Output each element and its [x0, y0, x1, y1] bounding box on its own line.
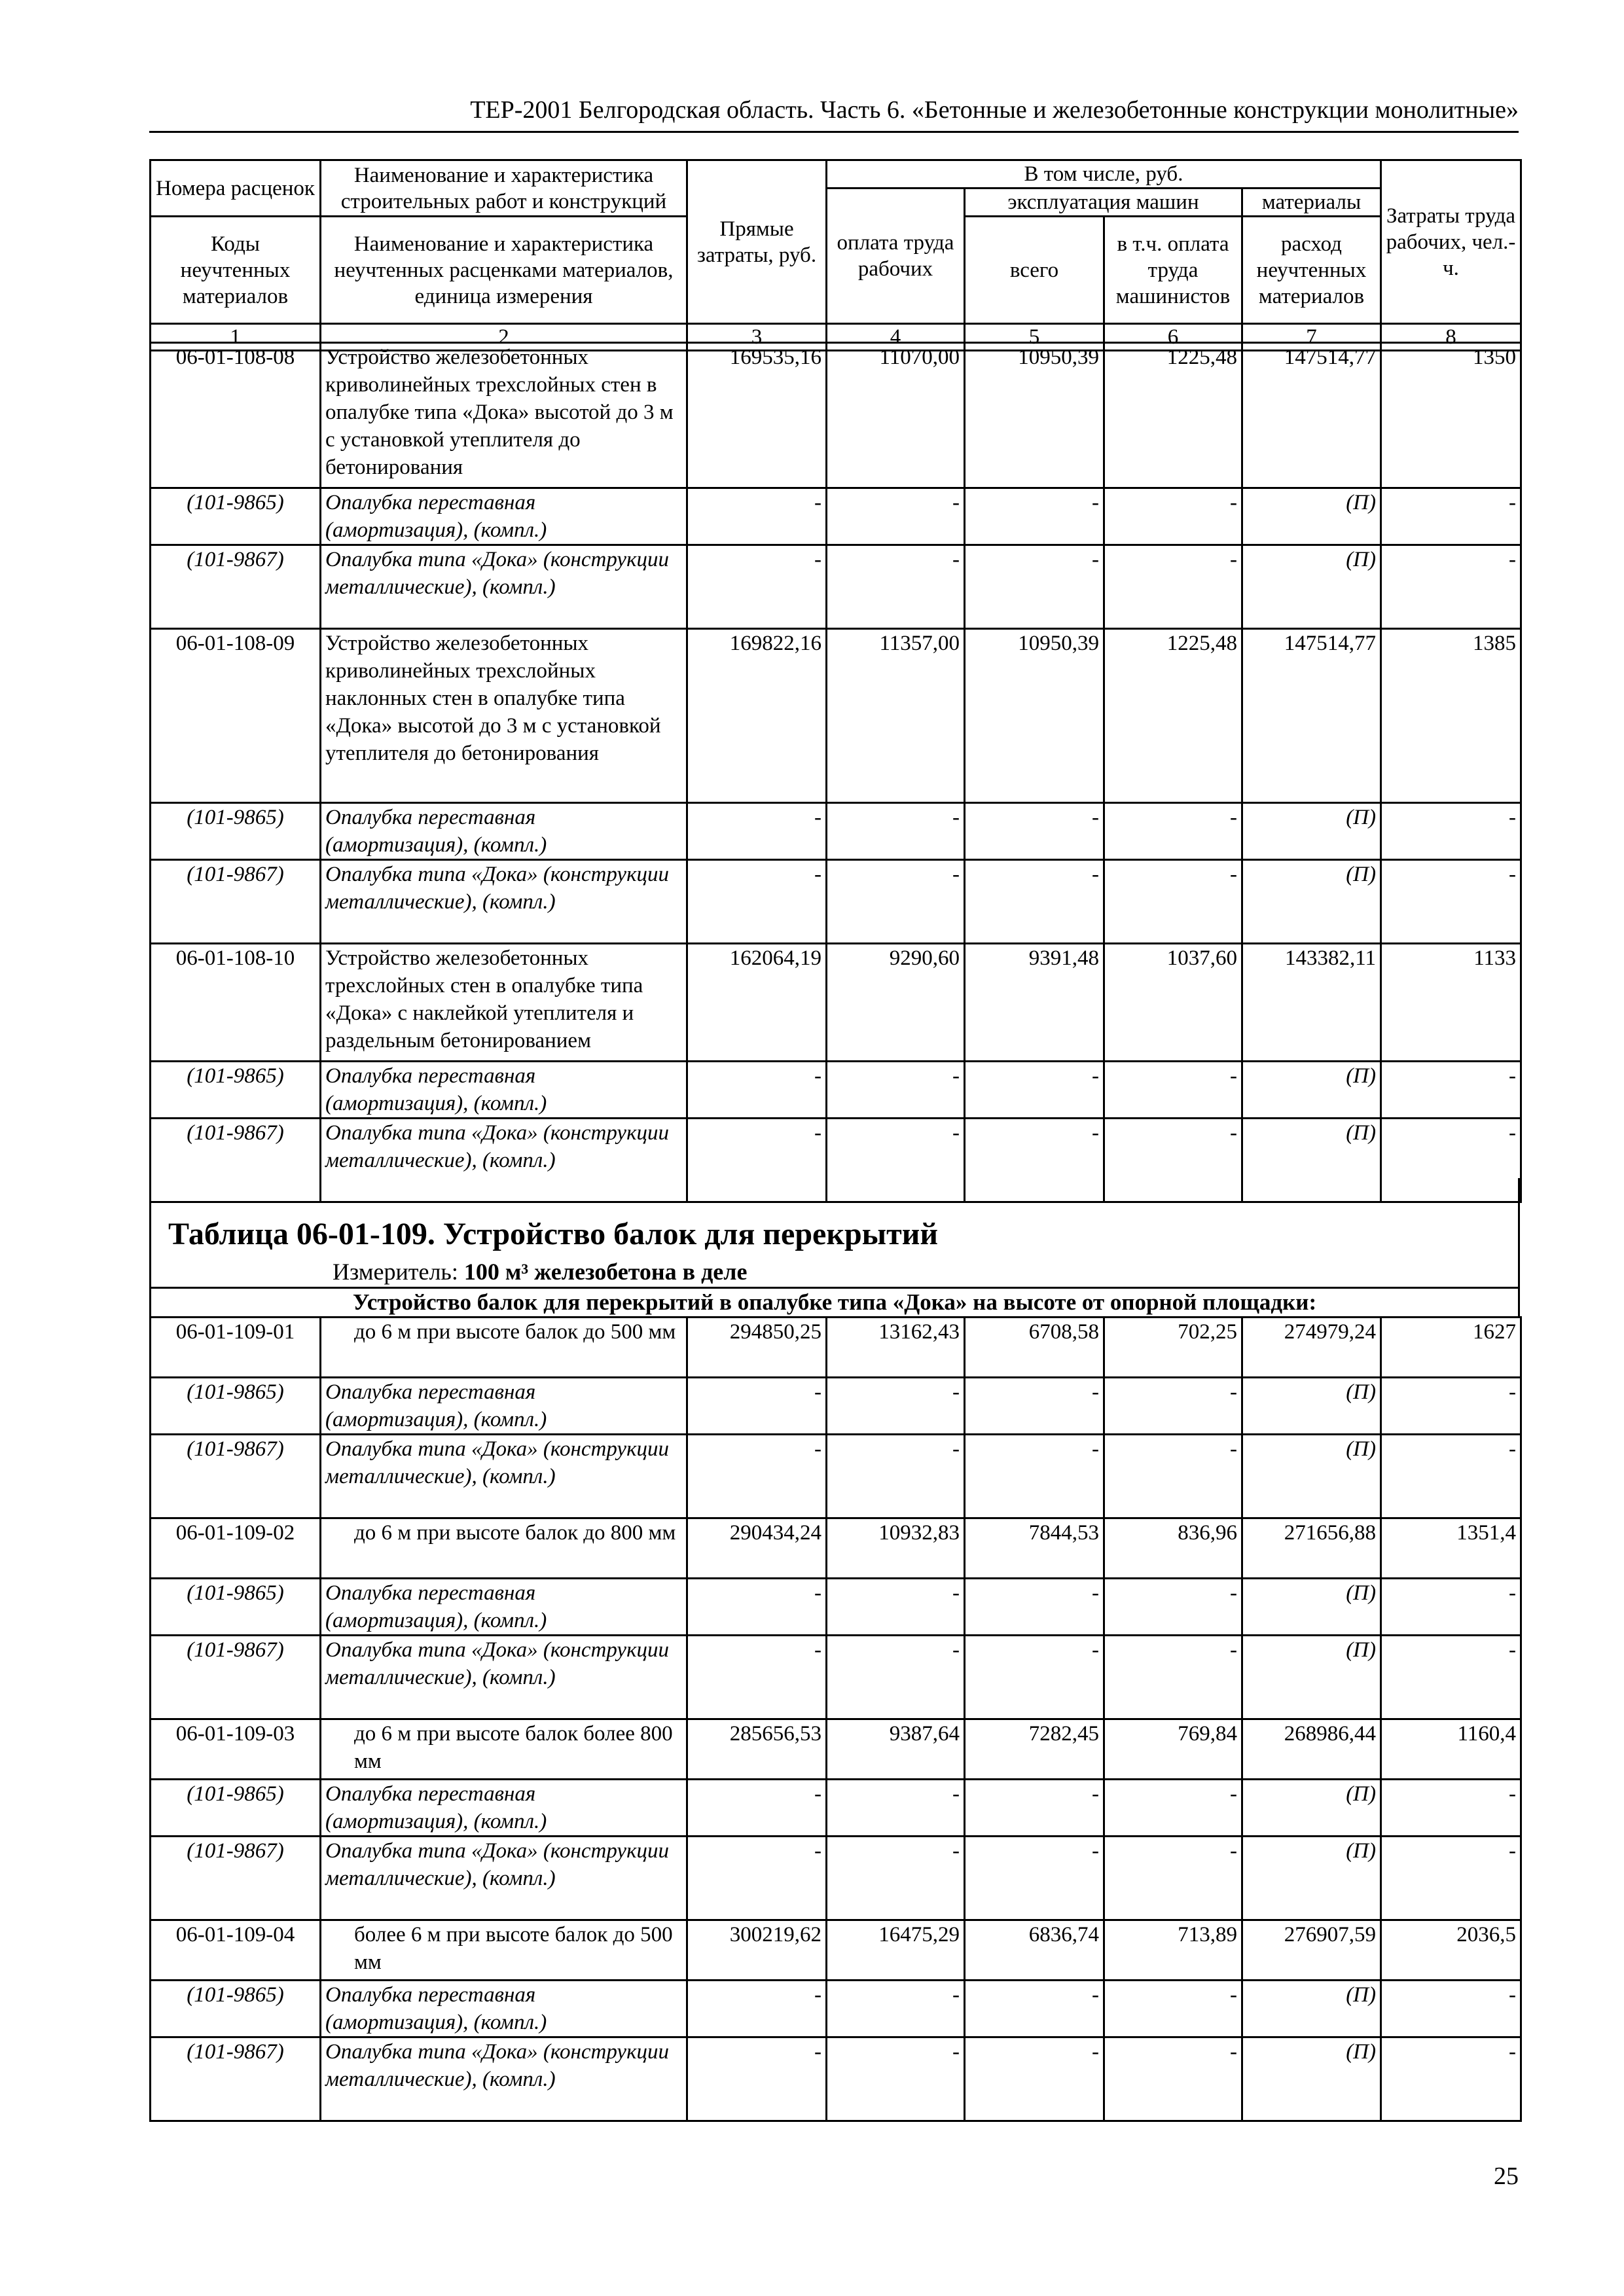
labor-cost: 10932,83	[827, 1518, 965, 1579]
dash-value: -	[827, 488, 965, 545]
materials-cost: 268986,44	[1242, 1719, 1381, 1780]
direct-cost: 169535,16	[687, 343, 827, 488]
labor-cost: 9290,60	[827, 944, 965, 1062]
direct-cost: 290434,24	[687, 1518, 827, 1579]
material-code: (101-9865)	[151, 1378, 321, 1435]
dash-value: -	[827, 1378, 965, 1435]
dash-value: -	[965, 1579, 1104, 1636]
col-materials-group-header: материалы	[1242, 188, 1381, 217]
machinists-cost: 1037,60	[1104, 944, 1242, 1062]
machinists-cost: 713,89	[1104, 1920, 1242, 1981]
material-mark: (П)	[1242, 1378, 1381, 1435]
material-name: Опалубка переставная (амортизация), (компл.)	[321, 488, 687, 545]
material-code: (101-9865)	[151, 803, 321, 860]
dash-value: -	[1381, 1062, 1521, 1119]
rate-code: 06-01-108-09	[151, 629, 321, 803]
rates-table-108	[149, 342, 1522, 1203]
dash-value: -	[827, 1636, 965, 1719]
material-code: (101-9867)	[151, 1119, 321, 1202]
material-code: (101-9865)	[151, 488, 321, 545]
material-code: (101-9867)	[151, 860, 321, 944]
column-header-table	[149, 159, 1522, 351]
dash-value: -	[1381, 1780, 1521, 1837]
material-name: Опалубка типа «Дока» (конструкции металлические), (компл.)	[321, 860, 687, 944]
col-machines-total-header: всего	[965, 217, 1104, 324]
material-name: Опалубка типа «Дока» (конструкции металлические), (компл.)	[321, 1435, 687, 1518]
dash-value: -	[1381, 1378, 1521, 1435]
col-name-header: Наименование и характеристика строительных работ и конструкций	[321, 160, 687, 217]
direct-cost: 300219,62	[687, 1920, 827, 1981]
material-name: Опалубка типа «Дока» (конструкции металлические), (компл.)	[321, 1636, 687, 1719]
dash-value: -	[687, 1119, 827, 1202]
dash-value: -	[687, 1981, 827, 2037]
machinists-cost: 836,96	[1104, 1518, 1242, 1579]
rates-table-109	[149, 1316, 1522, 2122]
col-codes-header: Номера расценок	[151, 160, 321, 217]
col-hours-header: Затраты труда рабочих, чел.-ч.	[1381, 160, 1521, 324]
col-machines-group-header: эксплуатация машин	[965, 188, 1242, 217]
material-mark: (П)	[1242, 1981, 1381, 2037]
labor-hours: 1350	[1381, 343, 1521, 488]
dash-value: -	[1104, 1579, 1242, 1636]
material-code: (101-9865)	[151, 1062, 321, 1119]
direct-cost: 294850,25	[687, 1318, 827, 1378]
labor-hours: 1160,4	[1381, 1719, 1521, 1780]
dash-value: -	[965, 1636, 1104, 1719]
material-name: Опалубка типа «Дока» (конструкции металлические), (компл.)	[321, 1837, 687, 1920]
dash-value: -	[827, 1579, 965, 1636]
labor-hours: 1133	[1381, 944, 1521, 1062]
measure-line	[333, 1255, 747, 1288]
machines-cost: 10950,39	[965, 629, 1104, 803]
dash-value: -	[1104, 1062, 1242, 1119]
material-name: Опалубка переставная (амортизация), (компл.)	[321, 1981, 687, 2037]
dash-value: -	[687, 2037, 827, 2121]
dash-value: -	[827, 545, 965, 629]
material-code: (101-9867)	[151, 2037, 321, 2121]
dash-value: -	[687, 545, 827, 629]
material-mark: (П)	[1242, 1636, 1381, 1719]
dash-value: -	[1104, 2037, 1242, 2121]
dash-value: -	[965, 1435, 1104, 1518]
labor-cost: 16475,29	[827, 1920, 965, 1981]
material-row	[151, 1378, 1521, 1435]
labor-cost: 9387,64	[827, 1719, 965, 1780]
material-code: (101-9865)	[151, 1981, 321, 2037]
material-mark: (П)	[1242, 545, 1381, 629]
material-mark: (П)	[1242, 1837, 1381, 1920]
materials-cost: 147514,77	[1242, 629, 1381, 803]
dash-value: -	[827, 1837, 965, 1920]
rate-name: Устройство железобетонных криволинейных трехслойных стен в опалубке типа «Дока» высотой до 3 м с установкой утеплителя до бетонирования	[321, 343, 687, 488]
material-name: Опалубка переставная (амортизация), (компл.)	[321, 803, 687, 860]
col-number: 2	[321, 324, 687, 351]
labor-cost: 11070,00	[827, 343, 965, 488]
measure-value: 100 м³ железобетона в деле	[463, 1259, 748, 1285]
table-row	[151, 1719, 1521, 1780]
dash-value: -	[1104, 1636, 1242, 1719]
dash-value: -	[965, 860, 1104, 944]
rate-name: Устройство железобетонных трехслойных стен в опалубке типа «Дока» с наклейкой утеплителя и раздельным бетонированием	[321, 944, 687, 1062]
dash-value: -	[1104, 1981, 1242, 2037]
material-row	[151, 1636, 1521, 1719]
material-row	[151, 1780, 1521, 1837]
materials-cost: 274979,24	[1242, 1318, 1381, 1378]
rate-code: 06-01-108-08	[151, 343, 321, 488]
dash-value: -	[965, 488, 1104, 545]
section-heading: Устройство балок для перекрытий в опалубке типа «Дока» на высоте от опорной площадки:	[149, 1287, 1520, 1318]
table-row	[151, 1318, 1521, 1378]
col-direct-header: Прямые затраты, руб.	[687, 160, 827, 324]
dash-value: -	[965, 803, 1104, 860]
col-machinists-header: в т.ч. оплата труда машинистов	[1104, 217, 1242, 324]
machinists-cost: 702,25	[1104, 1318, 1242, 1378]
rate-name: до 6 м при высоте балок до 800 мм	[321, 1518, 687, 1579]
labor-hours: 2036,5	[1381, 1920, 1521, 1981]
rate-name: до 6 м при высоте балок до 500 мм	[321, 1318, 687, 1378]
material-row	[151, 1435, 1521, 1518]
table-row	[151, 629, 1521, 803]
dash-value: -	[687, 1435, 827, 1518]
material-code: (101-9867)	[151, 1435, 321, 1518]
col-number: 3	[687, 324, 827, 351]
material-row	[151, 860, 1521, 944]
dash-value: -	[1381, 1435, 1521, 1518]
dash-value: -	[965, 1378, 1104, 1435]
materials-cost: 143382,11	[1242, 944, 1381, 1062]
material-code: (101-9865)	[151, 1780, 321, 1837]
labor-cost: 13162,43	[827, 1318, 965, 1378]
dash-value: -	[827, 1062, 965, 1119]
material-row	[151, 1981, 1521, 2037]
machines-cost: 10950,39	[965, 343, 1104, 488]
machines-cost: 6836,74	[965, 1920, 1104, 1981]
dash-value: -	[965, 1780, 1104, 1837]
material-mark: (П)	[1242, 1579, 1381, 1636]
material-row	[151, 1579, 1521, 1636]
dash-value: -	[1381, 488, 1521, 545]
dash-value: -	[687, 1636, 827, 1719]
col-group-header: В том числе, руб.	[827, 160, 1381, 188]
labor-cost: 11357,00	[827, 629, 965, 803]
material-row	[151, 803, 1521, 860]
dash-value: -	[827, 1780, 965, 1837]
material-row	[151, 2037, 1521, 2121]
material-code: (101-9865)	[151, 1579, 321, 1636]
dash-value: -	[827, 1119, 965, 1202]
col-name-sub-header: Наименование и характеристика неучтенных расценками материалов, единица измерения	[321, 217, 687, 324]
dash-value: -	[827, 2037, 965, 2121]
dash-value: -	[1381, 1981, 1521, 2037]
table-row	[151, 343, 1521, 488]
dash-value: -	[1104, 1837, 1242, 1920]
dash-value: -	[1381, 1579, 1521, 1636]
dash-value: -	[1381, 803, 1521, 860]
material-code: (101-9867)	[151, 1636, 321, 1719]
dash-value: -	[965, 1981, 1104, 2037]
material-mark: (П)	[1242, 1119, 1381, 1202]
material-name: Опалубка типа «Дока» (конструкции металлические), (компл.)	[321, 545, 687, 629]
material-mark: (П)	[1242, 860, 1381, 944]
material-mark: (П)	[1242, 1062, 1381, 1119]
dash-value: -	[687, 1062, 827, 1119]
dash-value: -	[1104, 1378, 1242, 1435]
dash-value: -	[687, 488, 827, 545]
rate-name: до 6 м при высоте балок более 800 мм	[321, 1719, 687, 1780]
running-header: ТЕР-2001 Белгородская область. Часть 6. «Бетонные и железобетонные конструкции монолитные»	[470, 96, 1519, 124]
machinists-cost: 1225,48	[1104, 343, 1242, 488]
dash-value: -	[1381, 545, 1521, 629]
material-mark: (П)	[1242, 2037, 1381, 2121]
dash-value: -	[965, 1837, 1104, 1920]
dash-value: -	[1104, 1435, 1242, 1518]
material-name: Опалубка переставная (амортизация), (компл.)	[321, 1062, 687, 1119]
page-number: 25	[1494, 2162, 1519, 2190]
dash-value: -	[965, 545, 1104, 629]
material-name: Опалубка типа «Дока» (конструкции металлические), (компл.)	[321, 1119, 687, 1202]
col-number: 5	[965, 324, 1104, 351]
dash-value: -	[687, 1837, 827, 1920]
rate-name: Устройство железобетонных криволинейных трехслойных наклонных стен в опалубке типа «Дока» высотой до 3 м с установкой утеплителя до бетонирования	[321, 629, 687, 803]
dash-value: -	[687, 803, 827, 860]
dash-value: -	[827, 1981, 965, 2037]
material-row	[151, 1062, 1521, 1119]
dash-value: -	[1104, 1119, 1242, 1202]
machinists-cost: 769,84	[1104, 1719, 1242, 1780]
col-number: 4	[827, 324, 965, 351]
machines-cost: 7844,53	[965, 1518, 1104, 1579]
material-name: Опалубка переставная (амортизация), (компл.)	[321, 1780, 687, 1837]
dash-value: -	[1381, 1837, 1521, 1920]
table-row	[151, 944, 1521, 1062]
direct-cost: 285656,53	[687, 1719, 827, 1780]
dash-value: -	[687, 860, 827, 944]
dash-value: -	[1381, 1119, 1521, 1202]
machines-cost: 6708,58	[965, 1318, 1104, 1378]
material-mark: (П)	[1242, 1435, 1381, 1518]
labor-hours: 1385	[1381, 629, 1521, 803]
dash-value: -	[1104, 803, 1242, 860]
materials-cost: 271656,88	[1242, 1518, 1381, 1579]
material-name: Опалубка переставная (амортизация), (компл.)	[321, 1579, 687, 1636]
col-materials-header: расход неучтенных материалов	[1242, 217, 1381, 324]
col-number: 1	[151, 324, 321, 351]
material-mark: (П)	[1242, 488, 1381, 545]
dash-value: -	[965, 1062, 1104, 1119]
col-number: 8	[1381, 324, 1521, 351]
materials-cost: 147514,77	[1242, 343, 1381, 488]
dash-value: -	[965, 1119, 1104, 1202]
dash-value: -	[827, 1435, 965, 1518]
rate-code: 06-01-109-01	[151, 1318, 321, 1378]
material-row	[151, 488, 1521, 545]
material-row	[151, 1837, 1521, 1920]
dash-value: -	[1104, 545, 1242, 629]
direct-cost: 169822,16	[687, 629, 827, 803]
labor-hours: 1627	[1381, 1318, 1521, 1378]
material-name: Опалубка переставная (амортизация), (компл.)	[321, 1378, 687, 1435]
material-mark: (П)	[1242, 1780, 1381, 1837]
rate-name: более 6 м при высоте балок до 500 мм	[321, 1920, 687, 1981]
direct-cost: 162064,19	[687, 944, 827, 1062]
labor-hours: 1351,4	[1381, 1518, 1521, 1579]
machines-cost: 7282,45	[965, 1719, 1104, 1780]
materials-cost: 276907,59	[1242, 1920, 1381, 1981]
dash-value: -	[1381, 1636, 1521, 1719]
dash-value: -	[827, 803, 965, 860]
dash-value: -	[687, 1780, 827, 1837]
col-number: 6	[1104, 324, 1242, 351]
rate-code: 06-01-109-03	[151, 1719, 321, 1780]
material-row	[151, 545, 1521, 629]
machines-cost: 9391,48	[965, 944, 1104, 1062]
table-title: Таблица 06-01-109. Устройство балок для перекрытий	[168, 1217, 939, 1251]
dash-value: -	[1381, 2037, 1521, 2121]
rate-code: 06-01-109-02	[151, 1518, 321, 1579]
rate-code: 06-01-108-10	[151, 944, 321, 1062]
col-labor-header: оплата труда рабочих	[827, 188, 965, 324]
material-name: Опалубка типа «Дока» (конструкции металлические), (компл.)	[321, 2037, 687, 2121]
machinists-cost: 1225,48	[1104, 629, 1242, 803]
table-row	[151, 1920, 1521, 1981]
table-row	[151, 1518, 1521, 1579]
measure-label: Измеритель:	[333, 1259, 458, 1285]
dash-value: -	[1104, 488, 1242, 545]
dash-value: -	[965, 2037, 1104, 2121]
col-number: 7	[1242, 324, 1381, 351]
rate-code: 06-01-109-04	[151, 1920, 321, 1981]
dash-value: -	[687, 1579, 827, 1636]
material-mark: (П)	[1242, 803, 1381, 860]
dash-value: -	[1381, 860, 1521, 944]
col-codes-sub-header: Коды неучтенных материалов	[151, 217, 321, 324]
header-rule	[149, 131, 1519, 133]
material-code: (101-9867)	[151, 1837, 321, 1920]
dash-value: -	[687, 1378, 827, 1435]
material-code: (101-9867)	[151, 545, 321, 629]
dash-value: -	[827, 860, 965, 944]
dash-value: -	[1104, 1780, 1242, 1837]
dash-value: -	[1104, 860, 1242, 944]
